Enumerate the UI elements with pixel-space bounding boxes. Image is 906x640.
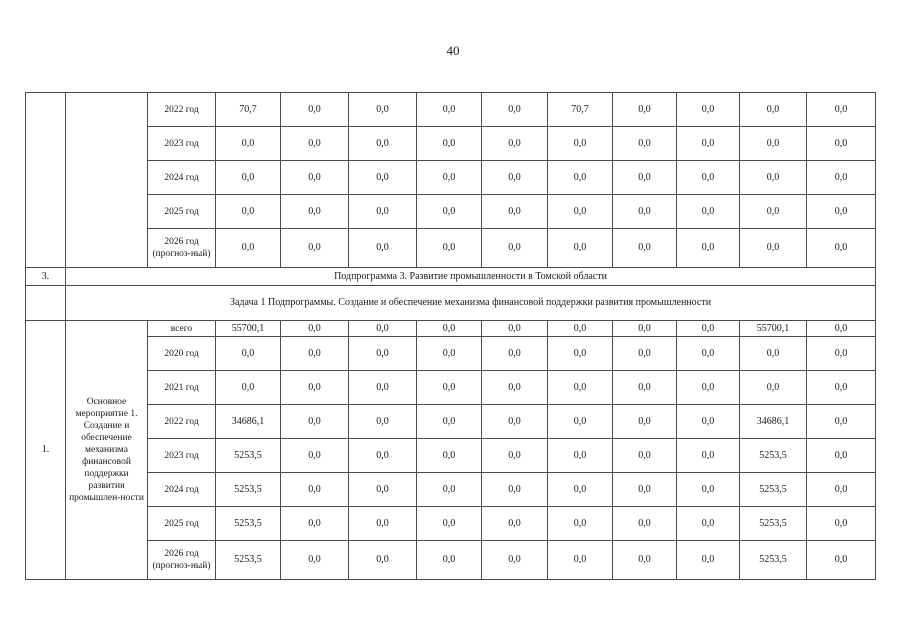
value-cell: 0,0 [613,541,677,580]
value-cell: 0,0 [281,337,349,371]
value-cell: 0,0 [482,229,548,268]
value-cell: 0,0 [349,93,417,127]
value-cell: 0,0 [482,93,548,127]
value-cell: 0,0 [613,161,677,195]
year-cell: 2022 год [148,405,216,439]
year-cell: 2022 год [148,93,216,127]
value-cell: 0,0 [482,405,548,439]
subprogram-number: 3. [26,268,66,286]
value-cell: 0,0 [417,507,482,541]
table-row [26,405,876,439]
value-cell: 0,0 [677,371,740,405]
value-cell: 0,0 [482,195,548,229]
table-row [26,337,876,371]
value-cell: 0,0 [548,371,613,405]
table-row [26,321,876,337]
year-cell: 2026 год (прогноз-ный) [148,229,216,268]
value-cell: 0,0 [548,405,613,439]
value-cell: 0,0 [740,161,807,195]
table-row [26,127,876,161]
value-cell: 0,0 [482,127,548,161]
value-cell: 0,0 [281,127,349,161]
value-cell: 0,0 [349,405,417,439]
value-cell: 0,0 [281,161,349,195]
value-cell: 34686,1 [216,405,281,439]
value-cell: 0,0 [482,473,548,507]
value-cell: 5253,5 [740,473,807,507]
value-cell: 0,0 [349,195,417,229]
year-cell: 2026 год (прогноз-ный) [148,541,216,580]
value-cell: 0,0 [216,371,281,405]
value-cell: 5253,5 [216,507,281,541]
task-title: Задача 1 Подпрограммы. Создание и обеспечение механизма финансовой поддержки развития промышленности [66,286,876,321]
table-row [26,371,876,405]
value-cell: 0,0 [677,541,740,580]
value-cell: 5253,5 [740,541,807,580]
value-cell: 0,0 [349,541,417,580]
value-cell: 5253,5 [740,439,807,473]
value-cell: 0,0 [807,195,876,229]
subprogram-title: Подпрограмма 3. Развитие промышленности в Томской области [66,268,876,286]
value-cell: 0,0 [807,321,876,337]
value-cell: 0,0 [807,127,876,161]
year-cell: 2025 год [148,507,216,541]
value-cell: 0,0 [807,229,876,268]
value-cell: 0,0 [349,439,417,473]
value-cell: 0,0 [349,321,417,337]
value-cell: 70,7 [216,93,281,127]
value-cell: 0,0 [349,507,417,541]
value-cell: 0,0 [417,321,482,337]
title-cell [66,93,148,268]
value-cell: 0,0 [417,405,482,439]
table-row [26,195,876,229]
value-cell: 0,0 [613,405,677,439]
value-cell: 0,0 [548,507,613,541]
value-cell: 0,0 [613,371,677,405]
value-cell: 0,0 [548,127,613,161]
value-cell: 0,0 [349,473,417,507]
task-row [26,286,876,321]
value-cell: 0,0 [482,321,548,337]
value-cell: 0,0 [677,93,740,127]
value-cell: 0,0 [482,507,548,541]
value-cell: 0,0 [740,127,807,161]
value-cell: 0,0 [281,321,349,337]
page-number: 40 [446,43,460,58]
subprogram-row [26,268,876,286]
value-cell: 0,0 [613,337,677,371]
value-cell: 0,0 [349,127,417,161]
table-row [26,439,876,473]
year-cell: 2023 год [148,127,216,161]
value-cell: 0,0 [281,473,349,507]
value-cell: 0,0 [216,195,281,229]
value-cell: 0,0 [548,439,613,473]
value-cell: 5253,5 [216,439,281,473]
value-cell: 0,0 [677,473,740,507]
value-cell: 0,0 [548,337,613,371]
value-cell: 0,0 [482,161,548,195]
value-cell: 0,0 [548,473,613,507]
value-cell: 0,0 [677,127,740,161]
value-cell: 0,0 [807,507,876,541]
value-cell: 0,0 [548,195,613,229]
value-cell: 0,0 [417,337,482,371]
value-cell: 0,0 [548,321,613,337]
value-cell: 0,0 [677,337,740,371]
value-cell: 0,0 [281,405,349,439]
table-row [26,473,876,507]
year-cell: всего [148,321,216,337]
table-row [26,507,876,541]
value-cell: 0,0 [548,161,613,195]
value-cell: 0,0 [482,541,548,580]
value-cell: 0,0 [216,127,281,161]
value-cell: 0,0 [417,473,482,507]
value-cell: 0,0 [677,507,740,541]
value-cell: 0,0 [548,229,613,268]
num-cell [26,93,66,268]
value-cell: 0,0 [281,541,349,580]
value-cell: 0,0 [417,371,482,405]
year-cell: 2024 год [148,161,216,195]
value-cell: 0,0 [548,541,613,580]
value-cell: 0,0 [417,195,482,229]
value-cell: 0,0 [281,371,349,405]
value-cell: 0,0 [677,195,740,229]
value-cell: 0,0 [281,507,349,541]
year-cell: 2020 год [148,337,216,371]
value-cell: 0,0 [740,337,807,371]
value-cell: 0,0 [740,371,807,405]
activity-title: Основное мероприятие 1. Создание и обеспечение механизма финансовой поддержки развития промышлен-ности [66,321,148,580]
value-cell: 0,0 [349,371,417,405]
value-cell: 0,0 [417,439,482,473]
value-cell: 0,0 [281,229,349,268]
table-row [26,161,876,195]
value-cell: 0,0 [807,161,876,195]
value-cell: 0,0 [613,195,677,229]
value-cell: 0,0 [740,229,807,268]
value-cell: 0,0 [216,161,281,195]
value-cell: 0,0 [807,405,876,439]
value-cell: 0,0 [740,93,807,127]
table-row [26,229,876,268]
value-cell: 0,0 [281,93,349,127]
value-cell: 5253,5 [740,507,807,541]
value-cell: 0,0 [482,439,548,473]
value-cell: 0,0 [281,195,349,229]
value-cell: 0,0 [613,321,677,337]
value-cell: 0,0 [613,507,677,541]
value-cell: 0,0 [677,229,740,268]
value-cell: 0,0 [216,229,281,268]
value-cell: 0,0 [613,439,677,473]
value-cell: 0,0 [281,439,349,473]
table-row [26,541,876,580]
value-cell: 0,0 [807,439,876,473]
value-cell: 0,0 [417,127,482,161]
value-cell: 0,0 [677,439,740,473]
value-cell: 0,0 [613,93,677,127]
value-cell: 0,0 [807,473,876,507]
table-row [26,93,876,127]
value-cell: 0,0 [417,229,482,268]
year-cell: 2025 год [148,195,216,229]
value-cell: 0,0 [677,321,740,337]
value-cell: 0,0 [482,371,548,405]
value-cell: 55700,1 [740,321,807,337]
year-cell: 2021 год [148,371,216,405]
value-cell: 0,0 [349,229,417,268]
value-cell: 0,0 [482,337,548,371]
value-cell: 0,0 [677,161,740,195]
value-cell: 5253,5 [216,473,281,507]
value-cell: 0,0 [349,161,417,195]
value-cell: 0,0 [807,371,876,405]
value-cell: 0,0 [216,337,281,371]
value-cell: 0,0 [613,229,677,268]
task-number-cell [26,286,66,321]
value-cell: 5253,5 [216,541,281,580]
value-cell: 0,0 [417,161,482,195]
value-cell: 0,0 [807,541,876,580]
budget-table [25,92,876,580]
value-cell: 55700,1 [216,321,281,337]
value-cell: 0,0 [677,405,740,439]
activity-number: 1. [26,321,66,580]
value-cell: 0,0 [807,337,876,371]
value-cell: 0,0 [417,93,482,127]
value-cell: 0,0 [807,93,876,127]
value-cell: 0,0 [417,541,482,580]
value-cell: 0,0 [349,337,417,371]
value-cell: 0,0 [740,195,807,229]
year-cell: 2023 год [148,439,216,473]
value-cell: 34686,1 [740,405,807,439]
value-cell: 70,7 [548,93,613,127]
value-cell: 0,0 [613,473,677,507]
year-cell: 2024 год [148,473,216,507]
value-cell: 0,0 [613,127,677,161]
